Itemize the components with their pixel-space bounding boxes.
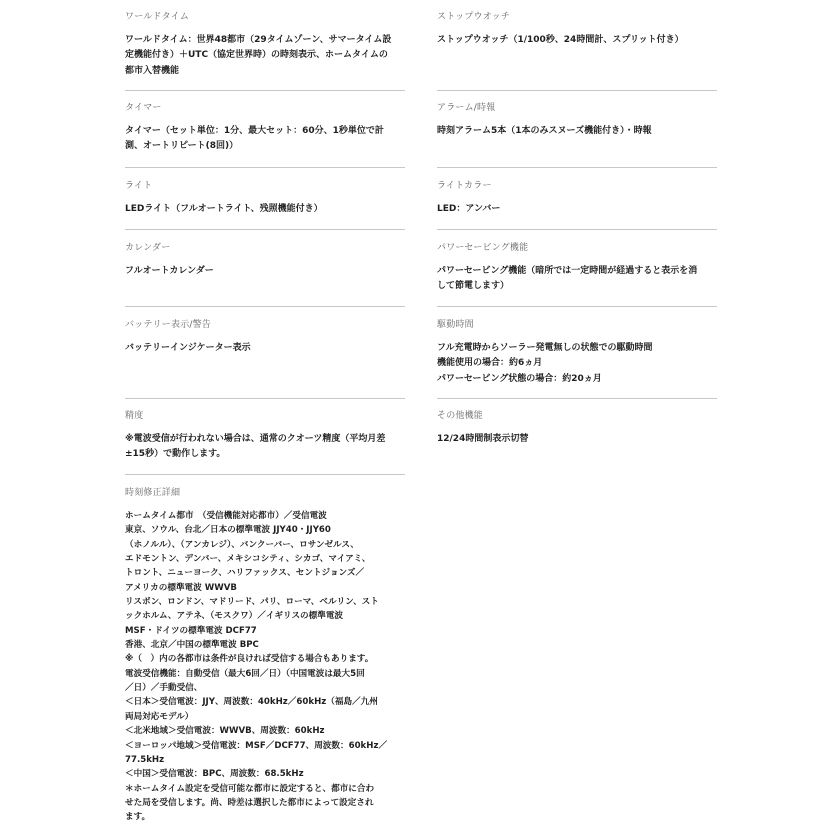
spec-value: パワーセービング機能（暗所では一定時間が経過すると表示を消 して節電します） — [437, 266, 698, 292]
spec-label: カレンダー — [125, 243, 171, 253]
spec-label: 時刻修正詳細 — [125, 488, 181, 498]
spec-light — [125, 180, 405, 217]
divider — [125, 167, 405, 168]
spec-value: タイマー（セット単位：1分、最大セット：60分、1秒単位で計 測、オートリピート(8回)） — [125, 126, 384, 152]
spec-label: ワールドタイム — [125, 12, 190, 22]
spec-value: 時刻アラーム5本（1本のみスヌーズ機能付き）・時報 — [437, 126, 652, 136]
divider — [125, 474, 405, 475]
spec-label: アラーム/時報 — [437, 103, 496, 113]
spec-value: ストップウオッチ（1/100秒、24時間計、スプリット付き） — [437, 35, 684, 45]
divider — [437, 398, 717, 399]
spec-label: ライトカラー — [437, 181, 492, 191]
divider — [125, 398, 405, 399]
spec-value: ワールドタイム：世界48都市（29タイムゾーン、サマータイム設 定機能付き）＋UTC（協定世界時）の時刻表示、ホームタイムの 都市入替機能 — [125, 35, 392, 76]
spec-value: ※電波受信が行われない場合は、通常のクオーツ精度（平均月差 ±15秒）で動作します。 — [125, 434, 386, 460]
divider — [437, 306, 717, 307]
spec-label: 駆動時間 — [437, 320, 474, 330]
spec-label: パワーセービング機能 — [437, 243, 529, 253]
spec-label: その他機能 — [437, 411, 484, 421]
spec-value: フルオートカレンダー — [125, 266, 214, 276]
spec-stopwatch — [437, 11, 717, 48]
spec-operating-time — [437, 319, 717, 387]
spec-timer — [125, 102, 405, 155]
spec-label: ライト — [125, 181, 153, 191]
spec-value: ホームタイム都市 （受信機能対応都市）／受信電波 東京、ソウル、台北／日本の標準電波 JJY40・JJY60 （ホノルル）、（アンカレジ）、バンクーバー、ロサンゼルス、 エドモントン、デンバー、メキシコシティ、シカゴ、マイアミ、 トロント、ニューヨーク、ハリファックス、セントジョンズ／ アメリカの標準電波 WWVB リスボン、ロンドン、マドリード、パリ、ローマ、ベルリン、スト ックホルム、アテネ、（モスクワ）／イギリスの標準電波 MSF・ドイツの標準電波 DCF77 香港、北京／中国の標準電波 BPC ※（ ）内の各都市は条件が良ければ受信する場合もあります。 電波受信機能：自動受信（最大6回／日）（中国電波は最大5回 ／日）／手動受信、 ＜日本＞受信電波：JJY、周波数：40kHz／60kHz（福島／九州 両局対応モデル） ＜北米地域＞受信電波：WWVB、周波数：60kHz ＜ヨーロッパ地域＞受信電波：MSF／DCF77、周波数：60kHz／ 77.5kHz ＜中国＞受信電波：BPC、周波数：68.5kHz ＊ホームタイム設定を受信可能な都市に設定すると、都市に合わ せた局を受信します。尚、時差は選択した都市によって設定され ます。 — [125, 511, 388, 823]
spec-value: LEDライト（フルオートライト、残照機能付き） — [125, 204, 323, 214]
spec-label: ストップウオッチ — [437, 12, 511, 22]
divider — [125, 90, 405, 91]
spec-value: LED：アンバー — [437, 204, 501, 214]
spec-value: フル充電時からソーラー発電無しの状態での駆動時間 機能使用の場合：約6ヵ月 パワーセービング状態の場合：約20ヵ月 — [437, 343, 653, 384]
spec-label: バッテリー表示/警告 — [125, 320, 212, 330]
spec-label: 精度 — [125, 411, 144, 421]
spec-alarm — [437, 102, 717, 139]
spec-label: タイマー — [125, 103, 162, 113]
divider — [125, 229, 405, 230]
spec-world-time — [125, 11, 405, 79]
spec-value: 12/24時間制表示切替 — [437, 434, 529, 444]
spec-other-functions — [437, 410, 717, 447]
spec-accuracy — [125, 410, 405, 463]
divider — [125, 306, 405, 307]
spec-power-saving — [437, 242, 717, 295]
spec-time-correction — [125, 487, 405, 825]
divider — [437, 229, 717, 230]
divider — [437, 90, 717, 91]
spec-light-color — [437, 180, 717, 217]
spec-value: バッテリーインジケーター表示 — [125, 343, 251, 353]
divider — [437, 167, 717, 168]
spec-battery — [125, 319, 405, 356]
spec-calendar — [125, 242, 405, 279]
